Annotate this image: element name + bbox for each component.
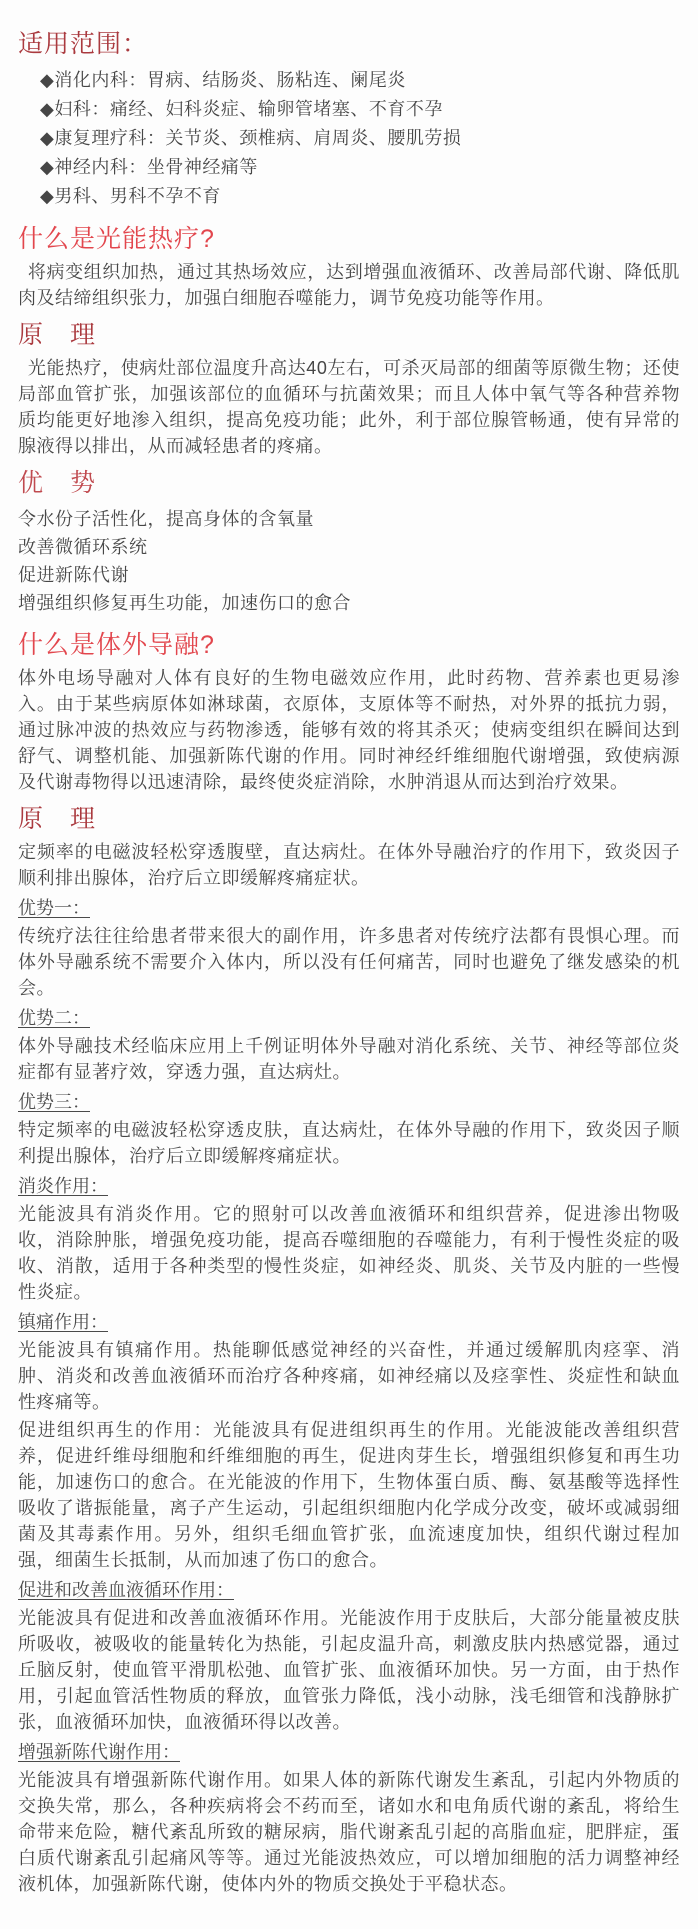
- scope-bullet-item: ◆妇科：痛经、妇科炎症、输卵管堵塞、不育不孕: [40, 99, 443, 119]
- light-therapy-intro-paragraph: 将病变组织加热，通过其热场效应，达到增强血液循环、改善局部代谢、降低肌肉及结缔组织张力，加强白细胞吞噬能力，调节免疫功能等作用。: [18, 262, 680, 308]
- scope-bullet-item: ◆神经内科：坐骨神经痛等: [40, 157, 258, 177]
- effect-tissue-regeneration-paragraph: 促进组织再生的作用：光能波具有促进组织再生的作用。光能波能改善组织营养，促进纤维母细胞和纤维细胞的再生，促进肉芽生长，增强组织修复和再生功能，加速伤口的愈合。在光能波的作用下，生物体蛋白质、酶、氨基酸等选择性吸收了谐振能量，离子产生运动，引起组织细胞内化学成分改变，破坏或减弱细菌及其毒素作用。另外，组织毛细血管扩张，血流速度加快，组织代谢过程加强，细菌生长抵制，从而加速了伤口的愈合。: [18, 1420, 680, 1570]
- extracorporeal-principle-heading: 原 理: [18, 805, 97, 833]
- light-therapy-heading: 什么是光能热疗?: [18, 225, 215, 253]
- advantage-line: 增强组织修复再生功能，加速伤口的愈合: [18, 593, 351, 613]
- advantage-1-subhead: 优势一：: [18, 898, 90, 918]
- scope-bullet-item: ◆康复理疗科：关节炎、颈椎病、肩周炎、腰肌劳损: [40, 128, 462, 148]
- scope-heading: 适用范围：: [18, 30, 149, 58]
- light-therapy-advantage-heading: 优 势: [18, 469, 97, 497]
- extracorporeal-principle-paragraph: 定频率的电磁波轻松穿透腹壁，直达病灶。在体外导融治疗的作用下，致炎因子顺利排出腺体，治疗后立即缓解疼痛症状。: [18, 842, 680, 888]
- scope-bullet-item: ◆男科、男科不孕不育: [40, 186, 221, 206]
- extracorporeal-intro-paragraph: 体外电场导融对人体有良好的生物电磁效应作用，此时药物、营养素也更易渗入。由于某些病原体如淋球菌，衣原体，支原体等不耐热，对外界的抵抗力弱，通过脉冲波的热效应与药物渗透，能够有效的将其杀灭；使病变组织在瞬间达到舒气、调整机能、加强新陈代谢的作用。同时神经纤维细胞代谢增强，致使病源及代谢毒物得以迅速清除，最终使炎症消除，水肿消退从而达到治疗效果。: [18, 668, 680, 792]
- effect-antiinflammatory-subhead: 消炎作用：: [18, 1176, 108, 1196]
- light-therapy-advantage-list: [18, 503, 680, 621]
- advantage-2-subhead: 优势二：: [18, 1008, 90, 1028]
- effect-metabolism-paragraph: 光能波具有增强新陈代谢作用。如果人体的新陈代谢发生紊乱，引起内外物质的交换失常，那么，各种疾病将会不药而至，诸如水和电角质代谢的紊乱，将给生命带来危险，糖代紊乱所致的糖尿病，脂代谢紊乱引起的高脂血症，肥胖症，蛋白质代谢紊乱引起痛风等等。通过光能波热效应，可以增加细胞的活力调整神经液机体，加强新陈代谢，使体内外的物质交换处于平稳状态。: [18, 1770, 680, 1894]
- extracorporeal-heading: 什么是体外导融?: [18, 631, 215, 659]
- advantage-line: 令水份子活性化，提高身体的含氧量: [18, 509, 314, 529]
- scope-bullet-list: [18, 64, 680, 215]
- advantage-line: 促进新陈代谢: [18, 565, 129, 585]
- advantage-1-paragraph: 传统疗法往往给患者带来很大的副作用，许多患者对传统疗法都有畏惧心理。而体外导融系统不需要介入体内，所以没有任何痛苦，同时也避免了继发感染的机会。: [18, 926, 680, 998]
- effect-analgesic-subhead: 镇痛作用：: [18, 1312, 108, 1332]
- effect-antiinflammatory-paragraph: 光能波具有消炎作用。它的照射可以改善血液循环和组织营养，促进渗出物吸收，消除肿胀，增强免疫功能，提高吞噬细胞的吞噬能力，有利于慢性炎症的吸收、消散，适用于各种类型的慢性炎症，如神经炎、肌炎、关节及内脏的一些慢性炎症。: [18, 1204, 680, 1302]
- advantage-2-paragraph: 体外导融技术经临床应用上千例证明体外导融对消化系统、关节、神经等部位炎症都有显著疗效，穿透力强，直达病灶。: [18, 1036, 680, 1082]
- effect-circulation-paragraph: 光能波具有促进和改善血液循环作用。光能波作用于皮肤后，大部分能量被皮肤所吸收，被吸收的能量转化为热能，引起皮温升高，刺激皮肤内热感觉器，通过丘脑反射，使血管平滑肌松弛、血管扩张、血液循环加快。另一方面，由于热作用，引起血管活性物质的释放，血管张力降低，浅小动脉，浅毛细管和浅静脉扩张，血液循环加快，血液循环得以改善。: [18, 1608, 680, 1732]
- light-therapy-principle-paragraph: 光能热疗，使病灶部位温度升高达40左右，可杀灭局部的细菌等原微生物；还使局部血管扩张，加强该部位的血循环与抗菌效果；而且人体中氧气等各种营养物质均能更好地渗入组织，提高免疫功能；此外，利于部位腺管畅通，使有异常的腺液得以排出，从而减轻患者的疼痛。: [18, 358, 680, 456]
- effect-metabolism-subhead: 增强新陈代谢作用：: [18, 1742, 180, 1762]
- scope-bullet-item: ◆消化内科：胃病、结肠炎、肠粘连、阑尾炎: [40, 70, 406, 90]
- effect-circulation-subhead: 促进和改善血液循环作用：: [18, 1580, 234, 1600]
- advantage-line: 改善微循环系统: [18, 537, 148, 557]
- advantage-3-subhead: 优势三：: [18, 1092, 90, 1112]
- advantage-3-paragraph: 特定频率的电磁波轻松穿透皮肤，直达病灶，在体外导融的作用下，致炎因子顺利提出腺体，治疗后立即缓解疼痛症状。: [18, 1120, 680, 1166]
- effect-analgesic-paragraph: 光能波具有镇痛作用。热能聊低感觉神经的兴奋性，并通过缓解肌肉痉挛、消肿、消炎和改善血液循环而治疗各种疼痛，如神经痛以及痉挛性、炎症性和缺血性疼痛等。: [18, 1340, 680, 1412]
- light-therapy-principle-heading: 原 理: [18, 321, 97, 349]
